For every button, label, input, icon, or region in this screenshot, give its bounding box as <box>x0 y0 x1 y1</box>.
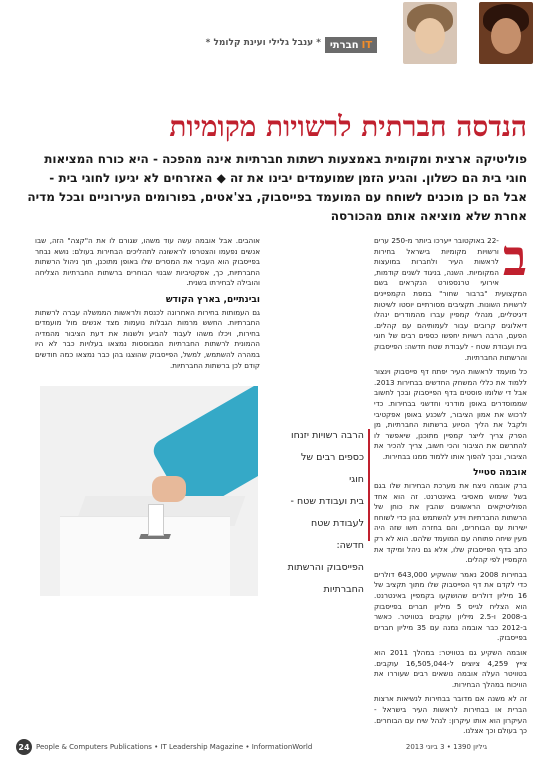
author-names: * ענבל גלילי ועינת קלומל * <box>205 38 321 48</box>
paragraph: בבחירות 2008 נאמר שהשקיע 643,000 דולרים כדי לקדם את דף הפייסבוק שלו מתוך תקציב של 16 מיליון דולרים שהושקעו בקמפיין באינטרנט. הוא הצליח לגייס 5 מיליון חברים בפייסבוק ב-2008 ו-2.5 מיליון עוקבים בטוויטר. כאשר ב-2012 כבר אובמה נמנה עם 35 מיליון חברים בפייסבוק. <box>374 569 527 643</box>
article-column-right <box>374 228 527 741</box>
ballot-box <box>60 516 230 596</box>
section-it-label: IT <box>361 39 373 51</box>
footer-publisher: People & Computers Publications • IT Leadership Magazine • InformationWorld <box>36 743 313 751</box>
section-title: חברתי <box>329 39 359 51</box>
pullquote-line: בית ועבודת שטח - <box>290 496 364 507</box>
subhead-line-1: פוליטיקה ארצית ומקומית באמצעות רשתות חברתיות אינה מהפכה - היא כורח המציאות <box>44 152 527 166</box>
section-subtitle: ובינתיים, בארץ הקודש <box>165 294 260 305</box>
page-footer <box>0 738 547 758</box>
pullquote-line: כספים רבים של חוגי <box>300 452 364 485</box>
pullquote-line: הרבה רשויות יזנחו <box>291 430 364 441</box>
pullquote-bar <box>368 429 370 541</box>
subhead-line-2: חוגי בית הם כשלון. והגיע הזמן שמועמדים יבינו את זה ◆ האזרחים לא יגיעו לחוגי בית - <box>49 171 527 185</box>
pullquote-line: הפייסבוק והרשתות <box>287 562 364 573</box>
page-number: 24 <box>16 739 32 755</box>
pullquote-line: החברתיות <box>323 584 364 595</box>
paragraph: -22 באוקטובר ייערכו ביותר מ-250 ערים ורשויות מקומיות בישראל בחירות לראשות העיר ולחברות במועצות המקומיות. השנה, בניגוד לשנים קודמות, אירועי טרנספורט הנקראים בשם המקצועית "ברבור שחור" במפת הקמפיינים לרשויות השונות. תקציבים מסורתיים יוסטו לשיטות דיגיטליים, מנהלי קמפיין עברו מהמודרים ינהלו דיאלוגים קרובים עבור לעמותיהם עם קהלים. הפעם, הרבה רשויות יחפשו כספים רבים של חוגי בית ועבודת שטח - לעבודת שטח חדשה: הפייסבוק והרשתות החברתיות. <box>374 236 527 362</box>
paragraph: כל מועמד לראשות העיר יפתח דף פייסבוק וינצור ללמוד את כללי המשחק החדשים בבחירות 2013. אבל די שלומו פוסטים בדף הפייסבוק ובכך לחשוב שממוסדרים באופן מודרני וחדשני בבחירות. כדי לרכוש את אמון הציבור, לשכנע באופן אפקטיבי ולקבל את הליך הסיוע ברשתות החברתיות, מן הפרק צריך לייצר קמפיין מתוכנן, שיאפשר לו להתרשם את הציבור והכי חשוב, צריך להכיר את הציבור, ובכך להפוך אותו ללמוד ממנו בבחירות. <box>374 367 527 461</box>
face-shape <box>415 18 445 54</box>
article-column-left <box>35 236 260 375</box>
section-subtitle: אובמה סטייל <box>473 468 527 479</box>
article-subhead <box>20 150 527 226</box>
paragraph: ברק אובמה ניצח את מערכת הבחירות שלו בגם בשל שימוש מאסיבי באינטרנט. זה הוא אחד הפוליטיקאים הראשונים שהבין את כוחן של הרשתות החברתיות וידע להשתמש בהן כדי לשוחח ישירות עם הבוחרים, והם בחזרה חשו שזה היה מעין שיחה פתוחה עם המועמד שלהם. הוא לא רק כתב בדף הפייסבוק שלו, אלא גם ניהל ומיקד את הקמפיין לפי קהלים. <box>374 481 527 565</box>
face-shape <box>491 18 521 54</box>
section-badge <box>325 37 377 53</box>
drop-cap: ב <box>502 228 527 287</box>
footer-issue: גיליון 1390 • 3 ביוני 2013 <box>405 743 487 751</box>
paragraph: זה לא משנה אם מדובר בבחירות לנשיאות ארצות הברית או בבחירות לראשות העיר בישראל - העיקרון הוא אותו עיקרון: לנהל שיח עם הבוחרים. כך בעולם וכך אצלנו. <box>374 694 527 736</box>
page-header <box>0 0 547 72</box>
paragraph: אוהבים. אבל אובמה עשה עוד משהו, שגורם לו את ה"קצה" הזה, שבו אנשים נפעמו והצטרפו לראשונה לתהליכים הבחירות בעולם: נושא נבחר בפייסבוק הוא העביר את המסרים שלו באופן מתוכנן, תוך ניהול הרשתות החברתיות, כך, אפקטיביות שבנוי הבוחרים ברשתות החברתיות הצליחה והובילה לבחירתו בשנית. <box>35 236 260 288</box>
paragraph: גם העמותות בחירות האחרונה לכנסת ולראשות הממשלה עברה לרשתות החברתיות. החשש מרמות הגבלות נועמות מצד אנשים מול מועמדים בחירות, ויכלו משהו לעבוד להביע ולשנות את דעת הציבור מהמדיה ההמונית לרשתות החברתיות המבוססות נמצאו בעלויות כבר לא היו במהרה להשתמש, למשל, הפייסבוק שהוצגו בהן כבר נמצאו כמה חודשים קודם לכן ברשתות החברתיות. <box>35 307 260 370</box>
article-headline: הנדסה חברתית לרשויות מקומיות <box>169 110 527 143</box>
subhead-line-4: אחרת שלא מוציאה אותם מהכורסה <box>330 209 527 223</box>
author-photo-2 <box>479 2 533 64</box>
paragraph: אובמה השקיע גם בטוויטר: במהלך 2011 הוא צייץ 4,259 ציוצים ל-16,505,044 עוקבים. בטוויטר העלה אובמה נושאים רבים שעוררו את הוויכוח במהלך הבחירות. <box>374 647 527 689</box>
pullquote-line: לעבודת שטח חדשה: <box>311 518 364 551</box>
pull-quote <box>284 425 364 601</box>
ballot-paper <box>148 504 164 536</box>
ballot-box-photo <box>40 386 258 596</box>
author-photo-1 <box>403 2 457 64</box>
hand-shape <box>152 476 186 502</box>
subhead-line-3: אבל הם כן מוכנים לשוחח עם המועמד בפייסבוק, בצ'אטים, בפורומים העירוניים ובכל מדיה <box>27 190 527 204</box>
